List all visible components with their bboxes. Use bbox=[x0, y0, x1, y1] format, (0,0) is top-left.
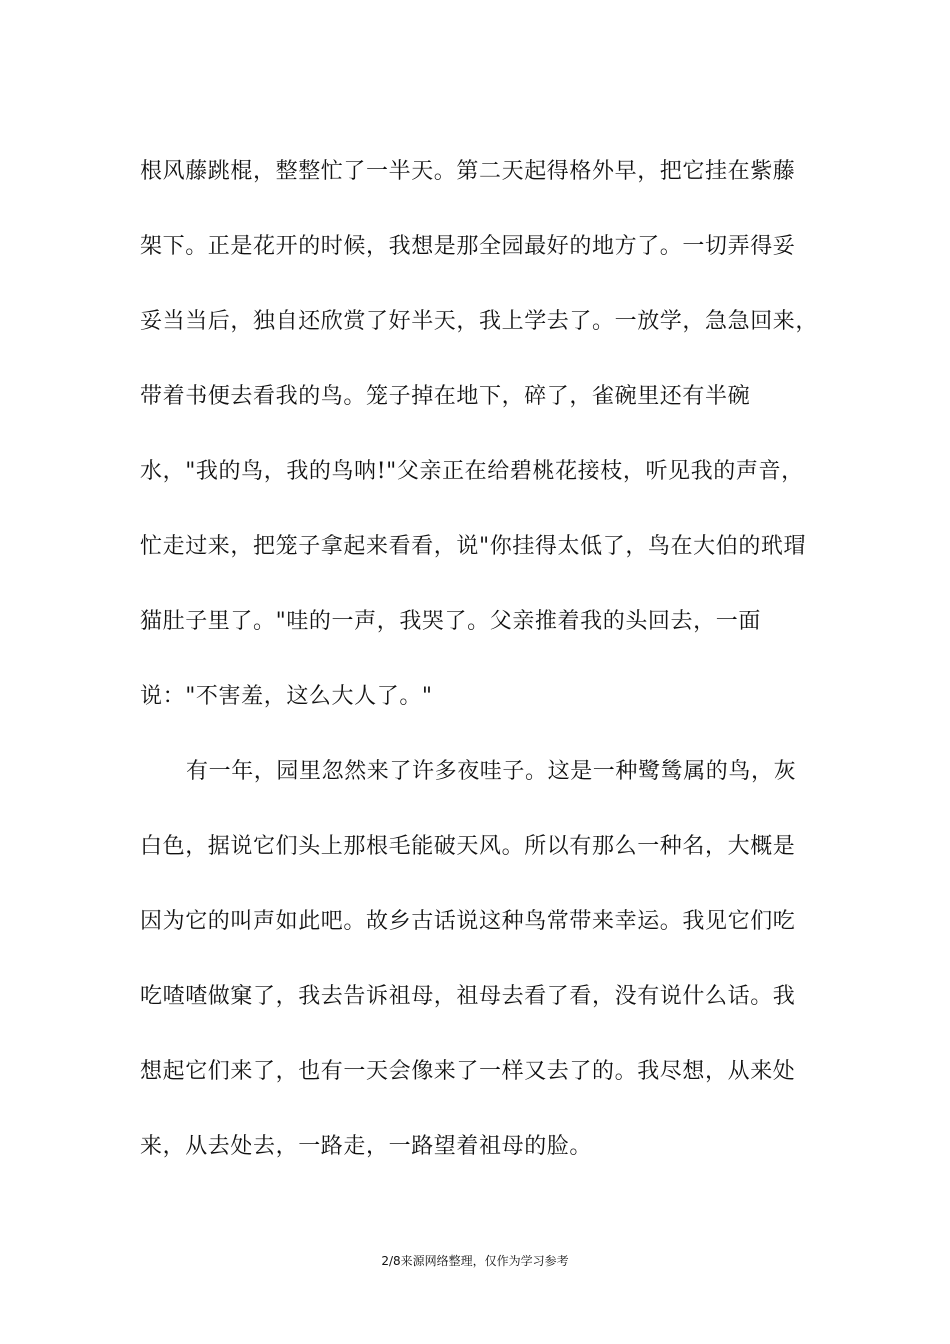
text-line: 架下。正是花开的时候，我想是那全园最好的地方了。一切弄得妥 bbox=[140, 234, 796, 259]
text-line: 说："不害羞，这么大人了。" bbox=[140, 684, 433, 709]
text-line: 想起它们来了，也有一天会像来了一样又去了的。我尽想，从来处 bbox=[140, 1059, 796, 1084]
text-line: 根风藤跳棍，整整忙了一半天。第二天起得格外早，把它挂在紫藤 bbox=[140, 159, 796, 184]
text-line: 带着书便去看我的鸟。笼子掉在地下，碎了，雀碗里还有半碗 bbox=[140, 384, 751, 409]
text-line: 妥当当后，独自还欣赏了好半天，我上学去了。一放学，急急回来， bbox=[140, 309, 819, 334]
text-line: 白色，据说它们头上那根毛能破天风。所以有那么一种名，大概是 bbox=[140, 834, 796, 859]
text-line: 忙走过来，把笼子拿起来看看，说"你挂得太低了，鸟在大伯的玳瑁 bbox=[140, 534, 807, 559]
paragraph-first-line: 有一年，园里忽然来了许多夜哇子。这是一种鹭鸶属的鸟，灰 bbox=[186, 759, 797, 784]
text-line: 因为它的叫声如此吧。故乡古话说这种鸟常带来幸运。我见它们吃 bbox=[140, 909, 796, 934]
text-line: 猫肚子里了。"哇的一声，我哭了。父亲推着我的头回去，一面 bbox=[140, 609, 761, 634]
text-line: 来，从去处去，一路走，一路望着祖母的脸。 bbox=[140, 1134, 593, 1159]
text-line: 吃喳喳做窠了，我去告诉祖母，祖母去看了看，没有说什么话。我 bbox=[140, 984, 796, 1009]
text-line: 水，"我的鸟，我的鸟呐!"父亲正在给碧桃花接枝，听见我的声音， bbox=[140, 459, 804, 484]
page-footer: 2/8来源网络整理，仅作为学习参考 bbox=[381, 1254, 569, 1268]
